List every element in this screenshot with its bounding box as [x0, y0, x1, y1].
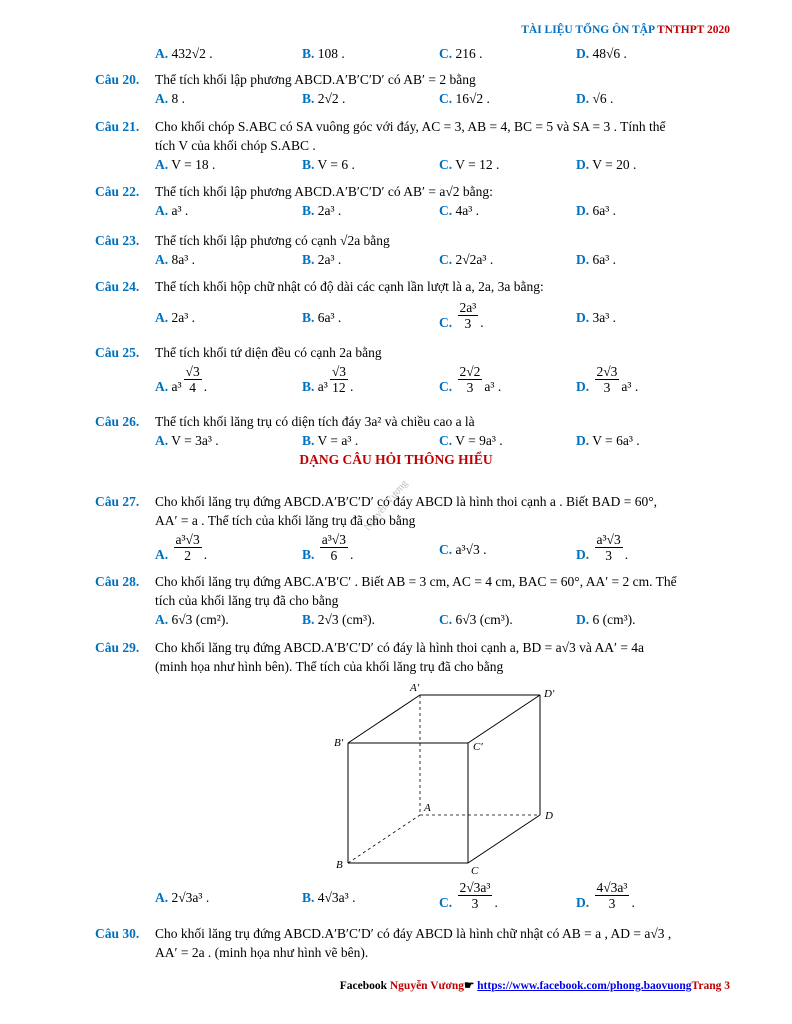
option-a: A. a³ .: [155, 203, 189, 218]
question-label: Câu 24.: [95, 279, 140, 294]
question-label: Câu 23.: [95, 233, 140, 248]
label-C: C: [471, 865, 479, 877]
question-28: [95, 572, 734, 630]
label-D1: D′: [544, 688, 555, 700]
question-29: [95, 638, 734, 676]
option-a: A. 2√3a³ .: [155, 890, 210, 905]
question-label: Câu 27.: [95, 494, 140, 509]
option-b: B. $\frac{\text{a³√3}}{6}$ .: [302, 532, 354, 563]
question-21: [95, 117, 734, 175]
question-19-options: [95, 44, 734, 64]
question-20: [95, 70, 734, 109]
option-d: D. V = 6a³ .: [576, 433, 640, 448]
question-text-line2: AA′ = 2a . (minh họa như hình vẽ bên).: [155, 945, 369, 960]
question-23: [95, 231, 734, 270]
footer-facebook-link[interactable]: https://www.facebook.com/phong.baovuong: [477, 980, 692, 992]
option-d: D. $\frac{\text{a³√3}}{3}$ .: [576, 532, 629, 563]
option-c: C. a³√3 .: [439, 542, 487, 557]
option-d: D. $\frac{\text{4√3a³}}{3}$ .: [576, 880, 635, 911]
question-25: [95, 343, 734, 402]
option-c: C. 6√3 (cm³).: [439, 612, 513, 627]
option-b: B. a³ $\frac{√3}{12}$ .: [302, 364, 354, 395]
page-header: [521, 24, 730, 36]
edge-ba-hidden: [348, 815, 420, 863]
option-a: A. V = 3a³ .: [155, 433, 219, 448]
question-27: [95, 492, 734, 570]
header-title: TÀI LIỆU TỔNG ÔN TẬP: [521, 24, 658, 36]
option-d: D. 3a³ .: [576, 310, 617, 325]
question-22: [95, 182, 734, 221]
option-b: B. 2√2 .: [302, 91, 346, 106]
section-title: DẠNG CÂU HỎI THÔNG HIỂU: [299, 452, 493, 467]
option-b: B. 2a³ .: [302, 203, 342, 218]
option-c: C. 4a³ .: [439, 203, 480, 218]
option-b: B. 108 .: [302, 46, 345, 61]
label-D: D: [545, 810, 553, 822]
option-b: B. V = 6 .: [302, 157, 355, 172]
footer-facebook-label: Facebook: [339, 980, 390, 992]
question-label: Câu 21.: [95, 119, 140, 134]
question-30: [95, 924, 734, 962]
page-footer: [340, 978, 730, 992]
option-d: D. 6 (cm³).: [576, 612, 636, 627]
option-b: B. V = a³ .: [302, 433, 359, 448]
option-a: A. 6√3 (cm²).: [155, 612, 229, 627]
question-text: Thể tích khối lập phương ABCD.A′B′C′D′ có AB′ = 2 bằng: [155, 72, 476, 87]
footer-author: Nguyễn Vương: [389, 980, 464, 992]
option-a: A. $\frac{\text{a³√3}}{2}$ .: [155, 532, 208, 563]
question-label: Câu 29.: [95, 640, 140, 655]
option-d: D. $\frac{2√3}{3}$ a³ .: [576, 364, 639, 395]
edge-c1d1: [468, 695, 540, 743]
label-A1: A′: [410, 682, 420, 694]
label-B1: B′: [334, 737, 344, 749]
page-number: Trang 3: [691, 980, 730, 992]
option-b: B. 6a³ .: [302, 310, 342, 325]
option-c: C. V = 12 .: [439, 157, 500, 172]
question-text-line2: (minh họa như hình bên). Thể tích của khối lăng trụ đã cho bằng: [155, 659, 504, 674]
question-label: Câu 25.: [95, 345, 140, 360]
option-b: B. 4√3a³ .: [302, 890, 356, 905]
label-C1: C′: [473, 741, 483, 753]
question-label: Câu 20.: [95, 72, 140, 87]
question-text: Cho khối chóp S.ABC có SA vuông góc với đáy, AC = 3, AB = 4, BC = 5 và SA = 3 . Tính thể: [155, 119, 666, 134]
option-c: C. $\frac{\text{2a³}}{3}$ .: [439, 300, 484, 331]
question-text: Thể tích khối lăng trụ có diện tích đáy 3a² và chiều cao a là: [155, 414, 475, 429]
option-c: C. $\frac{2√2}{3}$ a³ .: [439, 364, 502, 395]
question-24: [95, 277, 734, 336]
question-text: Thể tích khối lập phương ABCD.A′B′C′D′ có AB′ = a√2 bằng:: [155, 184, 493, 199]
question-text-line2: tích của khối lăng trụ đã cho bằng: [155, 593, 339, 608]
question-text: Thể tích khối tứ diện đều có cạnh 2a bằng: [155, 345, 382, 360]
question-text: Cho khối lăng trụ đứng ABC.A′B′C′ . Biết AB = 3 cm, AC = 4 cm, BAC = 60°, AA′ = 2 cm. Thể: [155, 574, 677, 589]
option-d: D. 48√6 .: [576, 46, 627, 61]
question-label: Câu 30.: [95, 926, 140, 941]
question-label: Câu 26.: [95, 414, 140, 429]
option-a: A. 8 .: [155, 91, 185, 106]
question-label: Câu 22.: [95, 184, 140, 199]
option-c: C. 2√2a³ .: [439, 252, 494, 267]
question-text: Cho khối lăng trụ đứng ABCD.A′B′C′D′ có đáy ABCD là hình chữ nhật có AB = a , AD = a√3 ,: [155, 926, 672, 941]
option-d: D. 6a³ .: [576, 252, 617, 267]
label-B: B: [336, 859, 343, 871]
option-b: B. 2a³ .: [302, 252, 342, 267]
option-b: B. 2√3 (cm³).: [302, 612, 375, 627]
question-text-line2: tích V của khối chóp S.ABC .: [155, 138, 316, 153]
pointing-hand-icon: ☛: [463, 980, 478, 992]
option-a: A. 432√2 .: [155, 46, 213, 61]
question-label: Câu 28.: [95, 574, 140, 589]
question-text-line2: AA′ = a . Thể tích của khối lăng trụ đã cho bằng: [155, 513, 416, 528]
option-c: C. 16√2 .: [439, 91, 490, 106]
edge-cd: [468, 815, 540, 863]
option-a: A. 8a³ .: [155, 252, 196, 267]
question-text: Thể tích khối hộp chữ nhật có độ dài các cạnh lần lượt là a, 2a, 3a bằng:: [155, 279, 544, 294]
prism-figure: [320, 680, 560, 880]
option-a: A. 2a³ .: [155, 310, 196, 325]
question-text: Cho khối lăng trụ đứng ABCD.A′B′C′D′ có đáy ABCD là hình thoi cạnh a . Biết BAD = 60°,: [155, 494, 657, 509]
option-a: A. a³ $\frac{√3}{4}$ .: [155, 364, 208, 395]
option-d: D. V = 20 .: [576, 157, 637, 172]
option-c: C. $\frac{\text{2√3a³}}{3}$ .: [439, 880, 498, 911]
option-a: A. V = 18 .: [155, 157, 216, 172]
option-d: D. √6 .: [576, 91, 614, 106]
question-26: [95, 412, 734, 451]
question-29-options: [95, 880, 734, 918]
label-A: A: [424, 802, 431, 814]
option-c: C. V = 9a³ .: [439, 433, 503, 448]
question-text: Thể tích khối lập phương có cạnh √2a bằng: [155, 233, 390, 248]
edge-b1a1: [348, 695, 420, 743]
option-d: D. 6a³ .: [576, 203, 617, 218]
option-c: C. 216 .: [439, 46, 483, 61]
watermark: Nguyễn Vương: [361, 478, 411, 533]
header-highlight: TNTHPT 2020: [657, 24, 730, 36]
question-text: Cho khối lăng trụ đứng ABCD.A′B′C′D′ có đáy là hình thoi cạnh a, BD = a√3 và AA′ = 4a: [155, 640, 645, 655]
